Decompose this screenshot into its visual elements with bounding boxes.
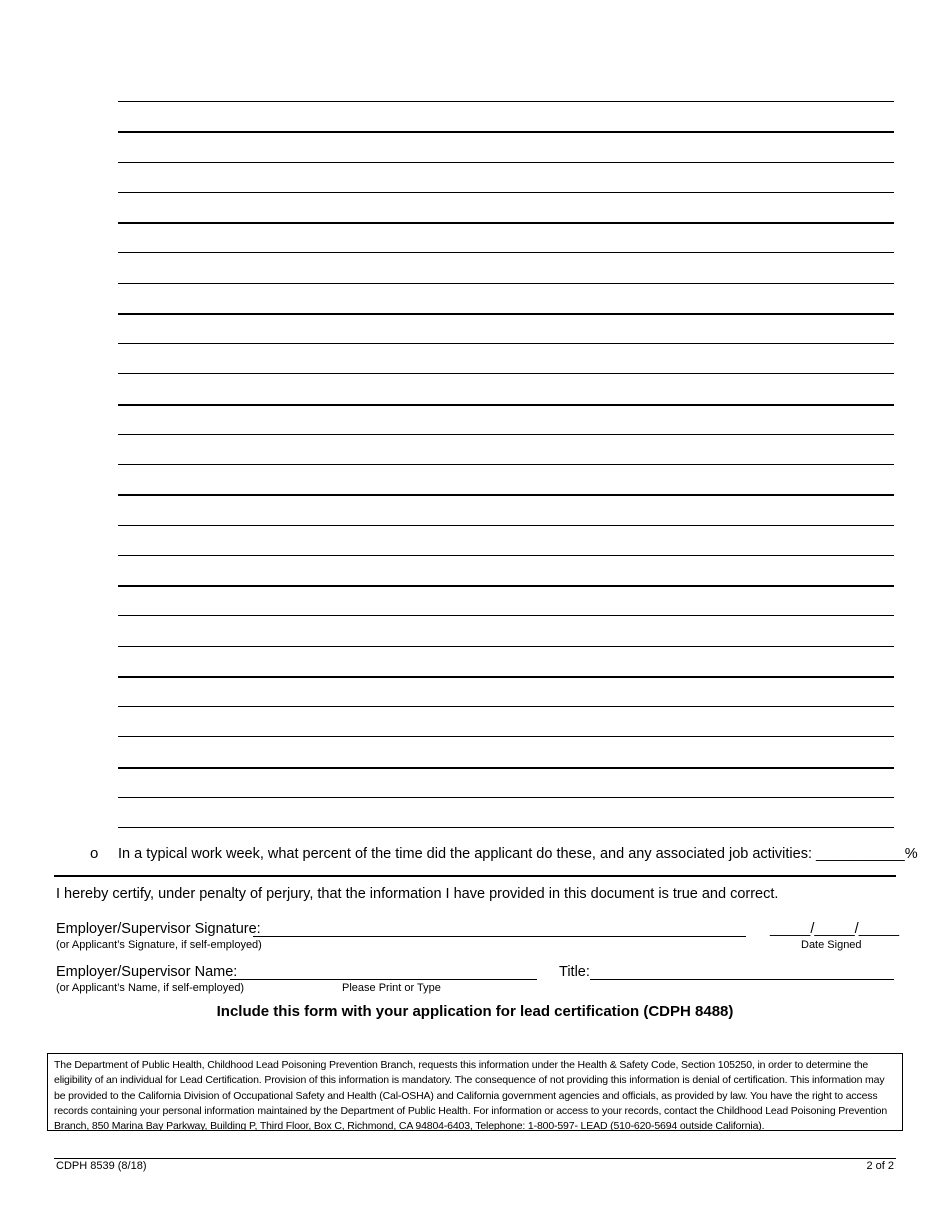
name-sublabel: (or Applicant’s Name, if self-employed) [56, 982, 245, 994]
writing-line[interactable] [118, 736, 894, 737]
print-hint: Please Print or Type [342, 982, 441, 994]
writing-line[interactable] [118, 767, 894, 769]
writing-line[interactable] [118, 615, 894, 616]
date-signed-label: Date Signed [801, 939, 862, 951]
writing-line[interactable] [118, 525, 894, 526]
name-label: Employer/Supervisor Name: [56, 964, 238, 980]
writing-line[interactable] [118, 222, 894, 224]
writing-line[interactable] [118, 162, 894, 163]
writing-line[interactable] [118, 313, 894, 315]
page-number: 2 of 2 [866, 1160, 894, 1172]
form-id: CDPH 8539 (8/18) [56, 1160, 147, 1172]
description-lines[interactable] [118, 0, 894, 840]
writing-line[interactable] [118, 343, 894, 344]
writing-line[interactable] [118, 434, 894, 435]
privacy-notice: The Department of Public Health, Childhood Lead Poisoning Prevention Branch, requests this information under the Health & Safety Code, Section 105250, in order to determine the eligibility of an individual for Lead Certification. Provision of this information is mandatory. The consequence of not providing this information is denial of certification. This information may be provided to the California Division of Occupational Safety and Health (Cal-OSHA) and California government agencies and officials, as provided by law. You have the right to access records containing your personal information maintained by the Department of Public Health. For information or access to your records, contact the Childhood Lead Poisoning Prevention Branch, 850 Marina Bay Parkway, Building P, Third Floor, Box C, Richmond, CA 94804-6403, Telephone: 1-800-597- LEAD (510-620-5694 outside California). [47, 1053, 903, 1131]
writing-line[interactable] [118, 555, 894, 556]
include-form-instruction: Include this form with your application for lead certification (CDPH 8488) [216, 1003, 734, 1020]
writing-line[interactable] [118, 676, 894, 678]
writing-line[interactable] [118, 283, 894, 284]
writing-line[interactable] [118, 585, 894, 587]
writing-line[interactable] [118, 373, 894, 374]
section-divider [54, 875, 896, 877]
percent-time-question-text: In a typical work week, what percent of the time did the applicant do these, and any associated job activities: ___________% [118, 846, 918, 862]
title-label: Title: [559, 964, 590, 980]
signature-field[interactable] [253, 936, 746, 937]
title-field[interactable] [590, 979, 894, 980]
writing-line[interactable] [118, 827, 894, 828]
name-field[interactable] [230, 979, 537, 980]
writing-line[interactable] [118, 404, 894, 406]
writing-line[interactable] [118, 131, 894, 133]
writing-line[interactable] [118, 494, 894, 496]
bullet-marker: o [90, 845, 99, 862]
writing-line[interactable] [118, 797, 894, 798]
writing-line[interactable] [118, 101, 894, 102]
writing-line[interactable] [118, 706, 894, 707]
writing-line[interactable] [118, 252, 894, 253]
writing-line[interactable] [118, 192, 894, 193]
certification-statement: I hereby certify, under penalty of perjury, that the information I have provided in this document is true and correct. [56, 886, 779, 902]
writing-line[interactable] [118, 464, 894, 465]
signature-label: Employer/Supervisor Signature: [56, 921, 261, 937]
signature-sublabel: (or Applicant’s Signature, if self-employed) [56, 939, 262, 951]
writing-line[interactable] [118, 646, 894, 647]
footer-divider [54, 1158, 896, 1159]
date-signed-field[interactable]: _____/_____/_____ [770, 921, 900, 937]
